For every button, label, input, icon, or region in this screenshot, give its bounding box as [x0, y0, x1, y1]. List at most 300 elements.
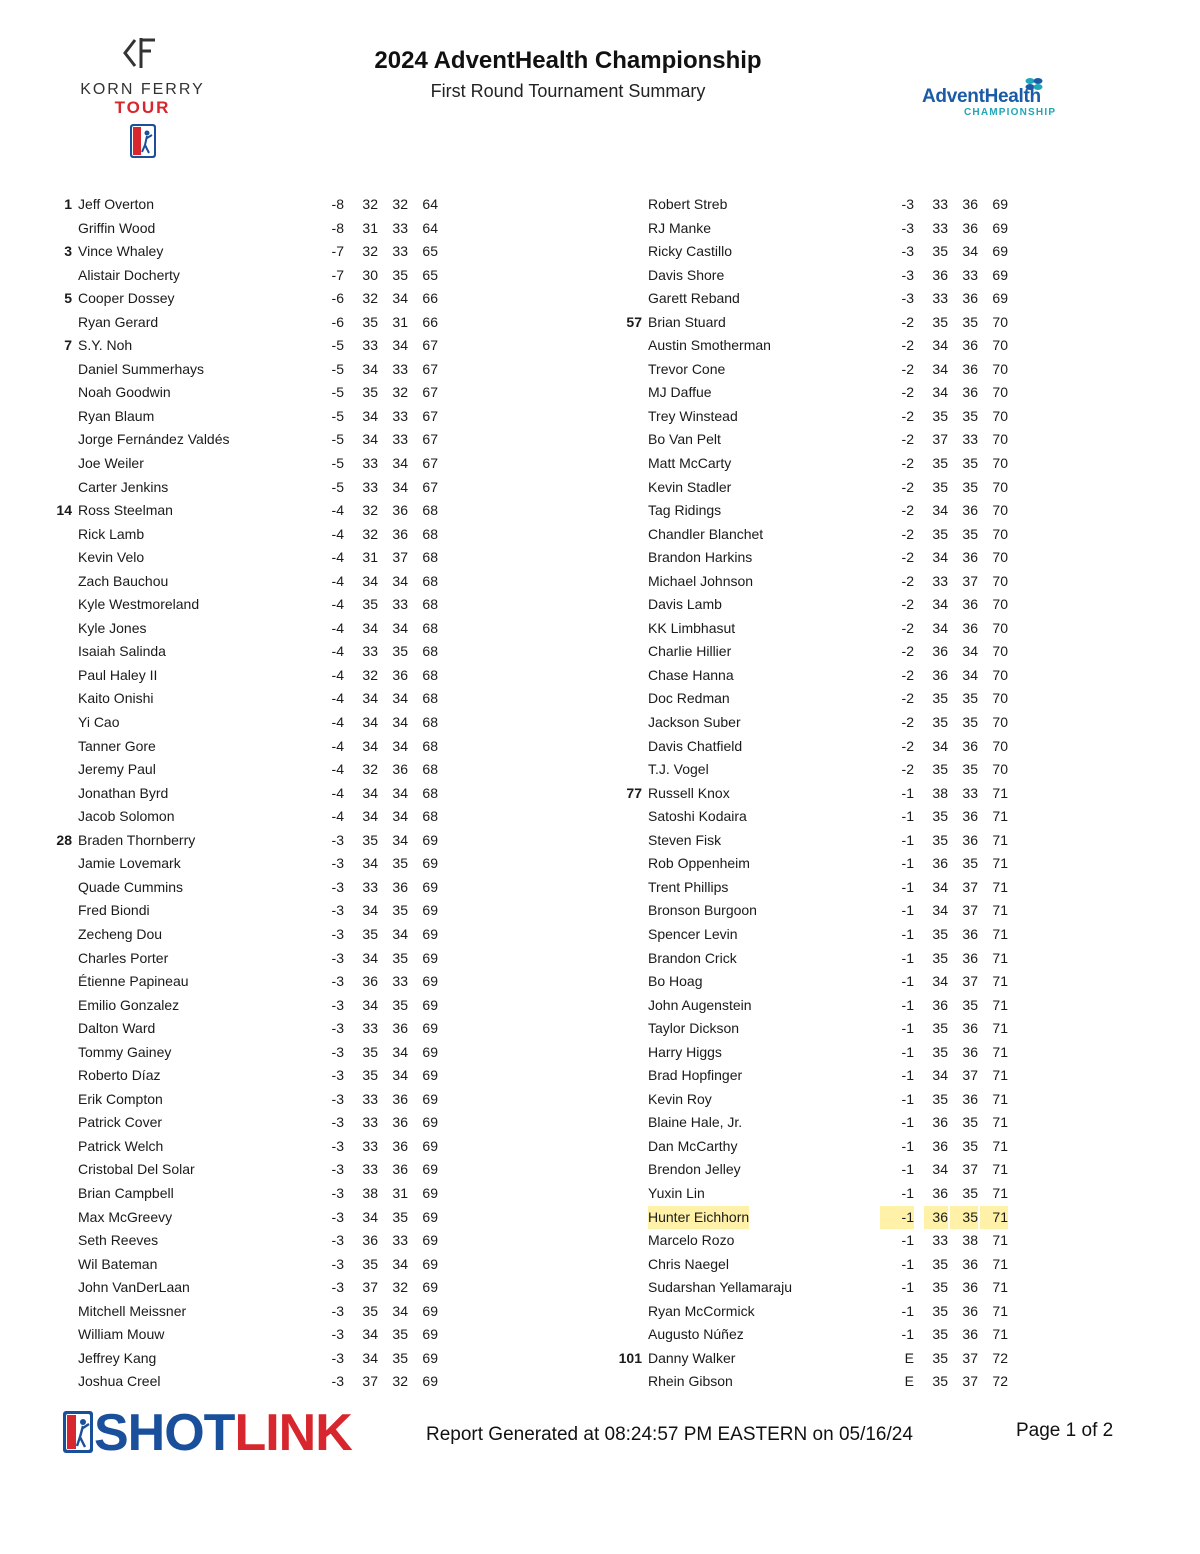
leaderboard-row — [40, 405, 460, 429]
front-nine: 32 — [362, 525, 378, 542]
leaderboard-row — [610, 1111, 1030, 1135]
front-nine: 35 — [932, 313, 948, 330]
round-score: 64 — [422, 219, 438, 236]
player-name: Davis Lamb — [648, 596, 722, 613]
player-name: Roberto Díaz — [78, 1067, 161, 1084]
to-par: -4 — [331, 643, 344, 660]
round-score: 68 — [422, 596, 438, 613]
front-nine: 35 — [362, 1302, 378, 1319]
player-name: Ross Steelman — [78, 502, 173, 519]
front-nine: 35 — [932, 455, 948, 472]
to-par: -3 — [331, 831, 344, 848]
back-nine: 36 — [962, 290, 978, 307]
round-score: 69 — [992, 266, 1008, 283]
leaderboard-row — [40, 1370, 460, 1394]
round-score: 70 — [992, 549, 1008, 566]
front-nine: 34 — [362, 360, 378, 377]
round-score: 72 — [992, 1373, 1008, 1390]
back-nine: 36 — [962, 502, 978, 519]
leaderboard-row — [40, 358, 460, 382]
player-name: Dalton Ward — [78, 1020, 156, 1037]
player-name: MJ Daffue — [648, 384, 712, 401]
player-name: Russell Knox — [648, 784, 730, 801]
back-nine: 34 — [392, 690, 408, 707]
round-score: 69 — [422, 1043, 438, 1060]
back-nine: 37 — [392, 549, 408, 566]
front-nine: 33 — [362, 1137, 378, 1154]
front-nine: 35 — [932, 1373, 948, 1390]
round-score: 71 — [992, 1302, 1008, 1319]
to-par: -2 — [901, 313, 914, 330]
player-name: Garett Reband — [648, 290, 740, 307]
player-name: Danny Walker — [648, 1349, 736, 1366]
round-score: 68 — [422, 572, 438, 589]
back-nine: 36 — [962, 384, 978, 401]
back-nine: 36 — [962, 196, 978, 212]
front-nine: 34 — [932, 337, 948, 354]
to-par: -2 — [901, 761, 914, 778]
front-nine: 34 — [362, 1349, 378, 1366]
player-name: Daniel Summerhays — [78, 360, 205, 377]
back-nine: 34 — [392, 1302, 408, 1319]
round-score: 69 — [422, 1302, 438, 1319]
back-nine: 34 — [962, 243, 978, 260]
back-nine: 35 — [392, 902, 408, 919]
position: 5 — [64, 290, 72, 307]
round-score: 69 — [422, 1349, 438, 1366]
leaderboard-row — [40, 1323, 460, 1347]
position: 14 — [56, 502, 72, 519]
leaderboard-row — [610, 287, 1030, 311]
front-nine: 34 — [362, 996, 378, 1013]
leaderboard-row — [40, 1229, 460, 1253]
position: 101 — [618, 1349, 642, 1366]
front-nine: 35 — [932, 949, 948, 966]
player-name: Kevin Velo — [78, 549, 145, 566]
round-score: 71 — [992, 1184, 1008, 1201]
player-name: Vince Whaley — [78, 243, 164, 260]
player-name: Bo Hoag — [648, 973, 703, 990]
player-name: Étienne Papineau — [78, 973, 189, 990]
back-nine: 35 — [962, 478, 978, 495]
front-nine: 35 — [932, 761, 948, 778]
round-score: 70 — [992, 714, 1008, 731]
leaderboard-row — [40, 546, 460, 570]
back-nine: 33 — [962, 784, 978, 801]
front-nine: 34 — [362, 714, 378, 731]
to-par: -4 — [331, 666, 344, 683]
round-score: 66 — [422, 290, 438, 307]
position: 77 — [626, 784, 642, 801]
back-nine: 36 — [962, 549, 978, 566]
position: 7 — [64, 337, 72, 354]
to-par: -8 — [331, 196, 344, 212]
shotlink-wordmark-main: SHOT — [94, 1404, 235, 1462]
round-score: 70 — [992, 761, 1008, 778]
to-par: -2 — [901, 619, 914, 636]
leaderboard-row — [610, 1017, 1030, 1041]
to-par: -3 — [331, 1090, 344, 1107]
player-name: Rick Lamb — [78, 525, 145, 542]
round-score: 71 — [992, 1020, 1008, 1037]
to-par: -2 — [901, 384, 914, 401]
front-nine: 34 — [932, 502, 948, 519]
front-nine: 34 — [362, 407, 378, 424]
to-par: -4 — [331, 619, 344, 636]
leaderboard-row — [610, 899, 1030, 923]
round-score: 70 — [992, 384, 1008, 401]
leaderboard-row — [610, 264, 1030, 288]
player-name: Cristobal Del Solar — [78, 1161, 195, 1178]
leaderboard-row — [40, 287, 460, 311]
leaderboard-row — [40, 523, 460, 547]
back-nine: 36 — [962, 925, 978, 942]
player-name: Spencer Levin — [648, 925, 738, 942]
round-score: 70 — [992, 502, 1008, 519]
round-score: 66 — [422, 313, 438, 330]
round-score: 68 — [422, 784, 438, 801]
back-nine: 34 — [392, 808, 408, 825]
leaderboard-row — [40, 240, 460, 264]
to-par: -1 — [901, 831, 914, 848]
leaderboard-row — [40, 1347, 460, 1371]
player-name: Dan McCarthy — [648, 1137, 738, 1154]
leaderboard-row — [40, 805, 460, 829]
front-nine: 35 — [932, 1302, 948, 1319]
leaderboard-row — [610, 1253, 1030, 1277]
leaderboard-row — [40, 664, 460, 688]
leaderboard-row — [610, 711, 1030, 735]
back-nine: 33 — [392, 973, 408, 990]
leaderboard-row — [610, 829, 1030, 853]
round-score: 70 — [992, 407, 1008, 424]
player-name: Brendon Jelley — [648, 1161, 741, 1178]
leaderboard-row — [610, 217, 1030, 241]
leaderboard-row — [610, 947, 1030, 971]
to-par: -1 — [901, 1067, 914, 1084]
back-nine: 36 — [962, 1326, 978, 1343]
round-score: 65 — [422, 243, 438, 260]
player-name: Ryan McCormick — [648, 1302, 755, 1319]
to-par: -5 — [331, 407, 344, 424]
front-nine: 36 — [932, 643, 948, 660]
player-name: Charles Porter — [78, 949, 169, 966]
leaderboard-row — [610, 476, 1030, 500]
player-name: Yi Cao — [78, 714, 120, 731]
front-nine: 37 — [932, 431, 948, 448]
leaderboard-row — [610, 1064, 1030, 1088]
leaderboard-row — [610, 452, 1030, 476]
to-par: -3 — [331, 1067, 344, 1084]
leaderboard-row — [40, 711, 460, 735]
round-score: 69 — [422, 878, 438, 895]
round-score: 69 — [422, 1208, 438, 1225]
player-name: Charlie Hillier — [648, 643, 732, 660]
front-nine: 34 — [362, 902, 378, 919]
back-nine: 32 — [392, 196, 408, 212]
front-nine: 36 — [932, 855, 948, 872]
front-nine: 34 — [932, 360, 948, 377]
front-nine: 33 — [362, 478, 378, 495]
front-nine: 34 — [932, 549, 948, 566]
front-nine: 35 — [362, 831, 378, 848]
player-name: Jeremy Paul — [78, 761, 156, 778]
leaderboard-row — [40, 1158, 460, 1182]
to-par: -3 — [331, 1114, 344, 1131]
player-name: Quade Cummins — [78, 878, 184, 895]
player-name: Satoshi Kodaira — [648, 808, 747, 825]
round-score: 69 — [422, 1255, 438, 1272]
to-par: -3 — [331, 1184, 344, 1201]
leaderboard-row — [40, 640, 460, 664]
player-name: Ricky Castillo — [648, 243, 733, 260]
leaderboard-row — [610, 193, 1030, 217]
to-par: -3 — [901, 243, 914, 260]
round-score: 71 — [992, 1326, 1008, 1343]
leaderboard-row — [610, 1347, 1030, 1371]
back-nine: 34 — [392, 455, 408, 472]
back-nine: 33 — [392, 407, 408, 424]
to-par: -1 — [901, 1137, 914, 1154]
player-name: Fred Biondi — [78, 902, 150, 919]
back-nine: 34 — [392, 714, 408, 731]
player-name: Tanner Gore — [78, 737, 156, 754]
to-par: -1 — [901, 949, 914, 966]
player-name: Harry Higgs — [648, 1043, 722, 1060]
to-par: -3 — [331, 1279, 344, 1296]
front-nine: 33 — [932, 290, 948, 307]
round-score: 70 — [992, 478, 1008, 495]
back-nine: 36 — [392, 761, 408, 778]
round-score: 71 — [992, 1137, 1008, 1154]
front-nine: 35 — [932, 478, 948, 495]
round-score: 67 — [422, 384, 438, 401]
to-par: -1 — [901, 1043, 914, 1060]
leaderboard-row — [40, 970, 460, 994]
leaderboard-row — [40, 1206, 460, 1230]
to-par: -6 — [331, 313, 344, 330]
front-nine: 34 — [932, 384, 948, 401]
round-score: 71 — [992, 831, 1008, 848]
front-nine: 32 — [362, 761, 378, 778]
to-par: -1 — [901, 1161, 914, 1178]
front-nine: 35 — [362, 384, 378, 401]
player-name: Ryan Gerard — [78, 313, 159, 330]
round-score: 69 — [422, 1184, 438, 1201]
front-nine: 34 — [932, 596, 948, 613]
to-par: -1 — [901, 1255, 914, 1272]
back-nine: 37 — [962, 1067, 978, 1084]
front-nine: 33 — [362, 1090, 378, 1107]
player-name: Isaiah Salinda — [78, 643, 166, 660]
adventhealth-championship-logo — [918, 74, 1088, 120]
to-par: -3 — [331, 1302, 344, 1319]
back-nine: 36 — [962, 1020, 978, 1037]
leaderboard-row — [40, 852, 460, 876]
back-nine: 35 — [962, 455, 978, 472]
front-nine: 34 — [362, 949, 378, 966]
to-par: -7 — [331, 266, 344, 283]
player-name: Wil Bateman — [78, 1255, 158, 1272]
back-nine: 36 — [962, 596, 978, 613]
back-nine: 36 — [962, 1090, 978, 1107]
back-nine: 34 — [392, 737, 408, 754]
player-name: Noah Goodwin — [78, 384, 171, 401]
leaderboard-row — [610, 546, 1030, 570]
page-subtitle: First Round Tournament Summary — [430, 81, 706, 101]
round-score: 68 — [422, 737, 438, 754]
front-nine: 35 — [362, 596, 378, 613]
front-nine: 32 — [362, 243, 378, 260]
to-par: -2 — [901, 525, 914, 542]
leaderboard-row — [610, 311, 1030, 335]
back-nine: 33 — [392, 243, 408, 260]
back-nine: 36 — [392, 525, 408, 542]
back-nine: 35 — [392, 1208, 408, 1225]
front-nine: 34 — [932, 878, 948, 895]
to-par: -3 — [331, 1020, 344, 1037]
to-par: -1 — [901, 1090, 914, 1107]
front-nine: 35 — [932, 525, 948, 542]
back-nine: 36 — [392, 878, 408, 895]
round-score: 69 — [422, 949, 438, 966]
to-par: -1 — [901, 996, 914, 1013]
back-nine: 33 — [392, 596, 408, 613]
back-nine: 34 — [392, 925, 408, 942]
leaderboard-row — [610, 735, 1030, 759]
back-nine: 35 — [962, 690, 978, 707]
player-name: John Augenstein — [648, 996, 752, 1013]
front-nine: 34 — [362, 572, 378, 589]
player-name: Jamie Lovemark — [78, 855, 181, 872]
leaderboard-row — [40, 334, 460, 358]
to-par: -3 — [331, 1255, 344, 1272]
round-score: 71 — [992, 1279, 1008, 1296]
leaderboard-row — [610, 1323, 1030, 1347]
to-par: -2 — [901, 666, 914, 683]
back-nine: 36 — [962, 737, 978, 754]
player-name: Joshua Creel — [78, 1373, 161, 1390]
leaderboard-row — [40, 1276, 460, 1300]
round-score: 71 — [992, 1161, 1008, 1178]
leaderboard-row — [40, 829, 460, 853]
player-name: S.Y. Noh — [78, 337, 133, 354]
player-name: Mitchell Meissner — [78, 1302, 187, 1319]
shotlink-wordmark-accent: LINK — [234, 1404, 352, 1462]
front-nine: 34 — [362, 808, 378, 825]
to-par: -2 — [901, 549, 914, 566]
front-nine: 33 — [362, 1161, 378, 1178]
to-par: -1 — [901, 855, 914, 872]
round-score: 68 — [422, 549, 438, 566]
round-score: 69 — [422, 902, 438, 919]
to-par: -3 — [331, 1349, 344, 1366]
to-par: -4 — [331, 737, 344, 754]
leaderboard-row — [610, 782, 1030, 806]
front-nine: 34 — [362, 784, 378, 801]
player-name: Michael Johnson — [648, 572, 754, 589]
leaderboard-row — [610, 1370, 1030, 1394]
back-nine: 35 — [392, 1326, 408, 1343]
back-nine: 37 — [962, 1373, 978, 1390]
front-nine: 30 — [362, 266, 378, 283]
front-nine: 33 — [362, 337, 378, 354]
leaderboard-row — [40, 1064, 460, 1088]
player-name: Jeffrey Kang — [78, 1349, 157, 1366]
round-score: 70 — [992, 666, 1008, 683]
back-nine: 32 — [392, 1279, 408, 1296]
kft-logo-name: KORN FERRY — [80, 81, 205, 98]
player-name: Jackson Suber — [648, 714, 741, 731]
round-score: 68 — [422, 666, 438, 683]
to-par: -3 — [331, 925, 344, 942]
adventhealth-logo-name: AdventHealth — [922, 86, 1041, 107]
to-par: -5 — [331, 455, 344, 472]
to-par: -2 — [901, 431, 914, 448]
leaderboard-row — [610, 1206, 1030, 1230]
to-par: -3 — [331, 1137, 344, 1154]
back-nine: 35 — [950, 1206, 978, 1230]
leaderboard-row — [40, 1111, 460, 1135]
front-nine: 33 — [362, 643, 378, 660]
to-par: -4 — [331, 690, 344, 707]
back-nine: 35 — [392, 996, 408, 1013]
leaderboard-row — [40, 476, 460, 500]
front-nine: 34 — [362, 855, 378, 872]
front-nine: 35 — [932, 925, 948, 942]
back-nine: 35 — [392, 1349, 408, 1366]
player-name: Tommy Gainey — [78, 1043, 172, 1060]
to-par: -1 — [901, 1302, 914, 1319]
to-par: E — [904, 1349, 914, 1366]
to-par: -2 — [901, 714, 914, 731]
to-par: -6 — [331, 290, 344, 307]
to-par: -3 — [331, 973, 344, 990]
player-name: John VanDerLaan — [78, 1279, 190, 1296]
back-nine: 36 — [962, 360, 978, 377]
round-score: 71 — [992, 1090, 1008, 1107]
to-par: -3 — [331, 1232, 344, 1249]
front-nine: 35 — [362, 1043, 378, 1060]
round-score: 71 — [992, 925, 1008, 942]
to-par: -5 — [331, 431, 344, 448]
front-nine: 35 — [362, 925, 378, 942]
player-name: Chase Hanna — [648, 666, 734, 683]
player-name: William Mouw — [78, 1326, 165, 1343]
back-nine: 37 — [962, 1349, 978, 1366]
player-name: Seth Reeves — [78, 1232, 159, 1249]
back-nine: 32 — [392, 384, 408, 401]
to-par: -3 — [331, 1373, 344, 1390]
front-nine: 34 — [362, 619, 378, 636]
round-score: 71 — [992, 784, 1008, 801]
leaderboard-row — [610, 593, 1030, 617]
front-nine: 35 — [932, 1326, 948, 1343]
player-name: Rob Oppenheim — [648, 855, 750, 872]
leaderboard-row — [610, 499, 1030, 523]
leaderboard-row — [40, 876, 460, 900]
front-nine: 33 — [932, 572, 948, 589]
leaderboard-row — [40, 1017, 460, 1041]
leaderboard-row — [40, 193, 460, 217]
back-nine: 34 — [392, 478, 408, 495]
round-score: 69 — [422, 1161, 438, 1178]
to-par: -1 — [880, 1206, 914, 1230]
player-name: Marcelo Rozo — [648, 1232, 735, 1249]
position: 57 — [626, 313, 642, 330]
round-score: 68 — [422, 619, 438, 636]
round-score: 69 — [422, 1137, 438, 1154]
